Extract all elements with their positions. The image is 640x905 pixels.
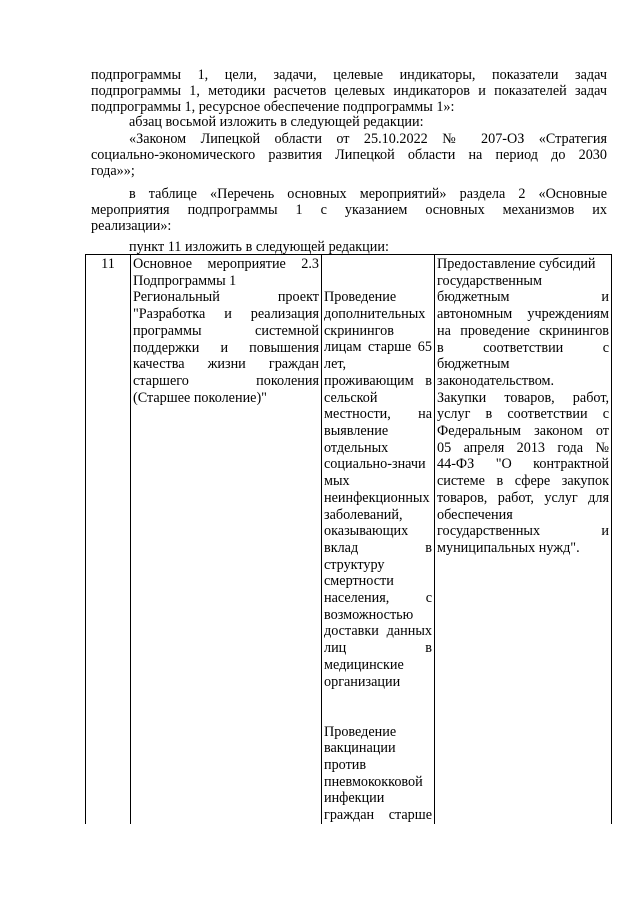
- activity-line: возможностью: [324, 606, 414, 623]
- measure-line: старшего поколения: [133, 372, 319, 389]
- measure-line: поддержки и повышения: [133, 339, 319, 356]
- measure-line: Подпрограммы 1: [133, 272, 237, 289]
- activity-line: населения, с: [324, 590, 432, 607]
- activity-line: лицам старше 65: [324, 339, 432, 356]
- activity-line: местности, на: [324, 406, 432, 423]
- mechanism-cell: [435, 255, 612, 824]
- mechanism-line: муниципальных нужд".: [437, 539, 580, 556]
- activity-line: заболеваний,: [324, 506, 403, 523]
- measure-line: качества жизни граждан: [133, 356, 319, 373]
- mechanism-line: товаров, работ, услуг для: [437, 489, 609, 506]
- mechanism-line: законодательством.: [437, 372, 555, 389]
- spacer: [324, 273, 432, 290]
- mechanism-line: 05 апреля 2013 года №: [437, 439, 609, 456]
- abzac-paragraph: [91, 114, 607, 130]
- mechanism-line: Закупки товаров, работ,: [437, 389, 609, 406]
- activity-line: социально-значи: [324, 456, 426, 473]
- law-line: социально-экономического развития Липецкой области на период до 2030: [91, 147, 607, 163]
- mechanism-line: 44-ФЗ "О контрактной: [437, 456, 609, 473]
- measure-line: Региональный проект: [133, 289, 319, 306]
- activity-line: лиц в: [324, 640, 432, 657]
- activity-line: проживающим в: [324, 372, 432, 389]
- abzac-line: абзац восьмой изложить в следующей редакции:: [129, 114, 424, 130]
- activity-line: Проведение: [324, 289, 397, 306]
- activity-line: инфекции: [324, 790, 385, 807]
- activity-line: структуру: [324, 556, 385, 573]
- activity-line: медицинские: [324, 656, 404, 673]
- activity-line: вклад в: [324, 539, 432, 556]
- activity-line: дополнительных: [324, 306, 426, 323]
- intro-line: подпрограммы 1, цели, задачи, целевые индикаторы, показатели задач: [91, 67, 607, 83]
- punkt-line: пункт 11 изложить в следующей редакции:: [129, 239, 389, 255]
- mechanism-line: системе в сфере закупок: [437, 473, 609, 490]
- activity-line: смертности: [324, 573, 394, 590]
- row-number: 11: [101, 256, 115, 272]
- measure-name-cell: [131, 255, 322, 824]
- activity-line: доставки данных: [324, 623, 432, 640]
- spacer: [324, 256, 432, 273]
- activity-line: граждан старше: [324, 807, 432, 824]
- activity-line: против: [324, 757, 367, 774]
- mechanism-line: обеспечения: [437, 506, 513, 523]
- measure-line: Основное мероприятие 2.3: [133, 256, 319, 272]
- table-row: [86, 255, 612, 824]
- mechanism-line: Предоставление субсидий: [437, 256, 596, 272]
- punkt-paragraph: [91, 239, 607, 255]
- activity-line: неинфекционных: [324, 489, 430, 506]
- intro-line: подпрограммы 1, ресурсное обеспечение подпрограммы 1»:: [91, 99, 455, 115]
- spacer: [324, 707, 432, 724]
- measures-table: [85, 254, 612, 824]
- activity-line: Проведение: [324, 723, 397, 740]
- mechanism-line: бюджетным: [437, 356, 510, 373]
- intro-paragraph: [91, 67, 607, 115]
- spacer: [324, 690, 432, 707]
- activity-line: отдельных: [324, 439, 389, 456]
- table-intro-paragraph: [91, 186, 607, 234]
- mechanism-line: автономным учреждениям: [437, 306, 609, 323]
- row-number-cell: [86, 255, 131, 824]
- activity-line: сельской: [324, 389, 378, 406]
- measure-line: "Разработка и реализация: [133, 306, 319, 323]
- mechanism-line: Федеральным законом от: [437, 423, 609, 440]
- activity-line: мых: [324, 473, 350, 490]
- mechanism-line: услуг в соответствии с: [437, 406, 609, 423]
- mechanism-line: государственным: [437, 272, 542, 289]
- mechanism-line: государственных и: [437, 523, 609, 540]
- activity-line: лет,: [324, 356, 347, 373]
- intro-line: подпрограммы 1, методики расчетов целевых индикаторов и показателей задач: [91, 83, 607, 99]
- mechanism-line: на проведение скринингов: [437, 322, 609, 339]
- activity-cell: [322, 255, 435, 824]
- activity-line: скринингов: [324, 322, 394, 339]
- table-intro-line: реализации»:: [91, 218, 172, 234]
- law-line: «Законом Липецкой области от 25.10.2022 № 207-ОЗ «Стратегия: [129, 131, 607, 147]
- table-intro-line: мероприятия подпрограммы 1 с указанием основных механизмов их: [91, 202, 607, 218]
- activity-line: оказывающих: [324, 523, 409, 540]
- measure-line: программы системной: [133, 322, 319, 339]
- mechanism-line: бюджетным и: [437, 289, 609, 306]
- activity-line: организации: [324, 673, 401, 690]
- activity-line: пневмококковой: [324, 773, 423, 790]
- law-paragraph: [91, 131, 607, 179]
- activity-line: выявление: [324, 423, 389, 439]
- mechanism-line: в соответствии с: [437, 339, 609, 356]
- activity-line: вакцинации: [324, 740, 396, 757]
- measure-line: (Старшее поколение)": [133, 389, 267, 406]
- law-line: года»»;: [91, 163, 135, 179]
- table-intro-line: в таблице «Перечень основных мероприятий» раздела 2 «Основные: [129, 186, 607, 202]
